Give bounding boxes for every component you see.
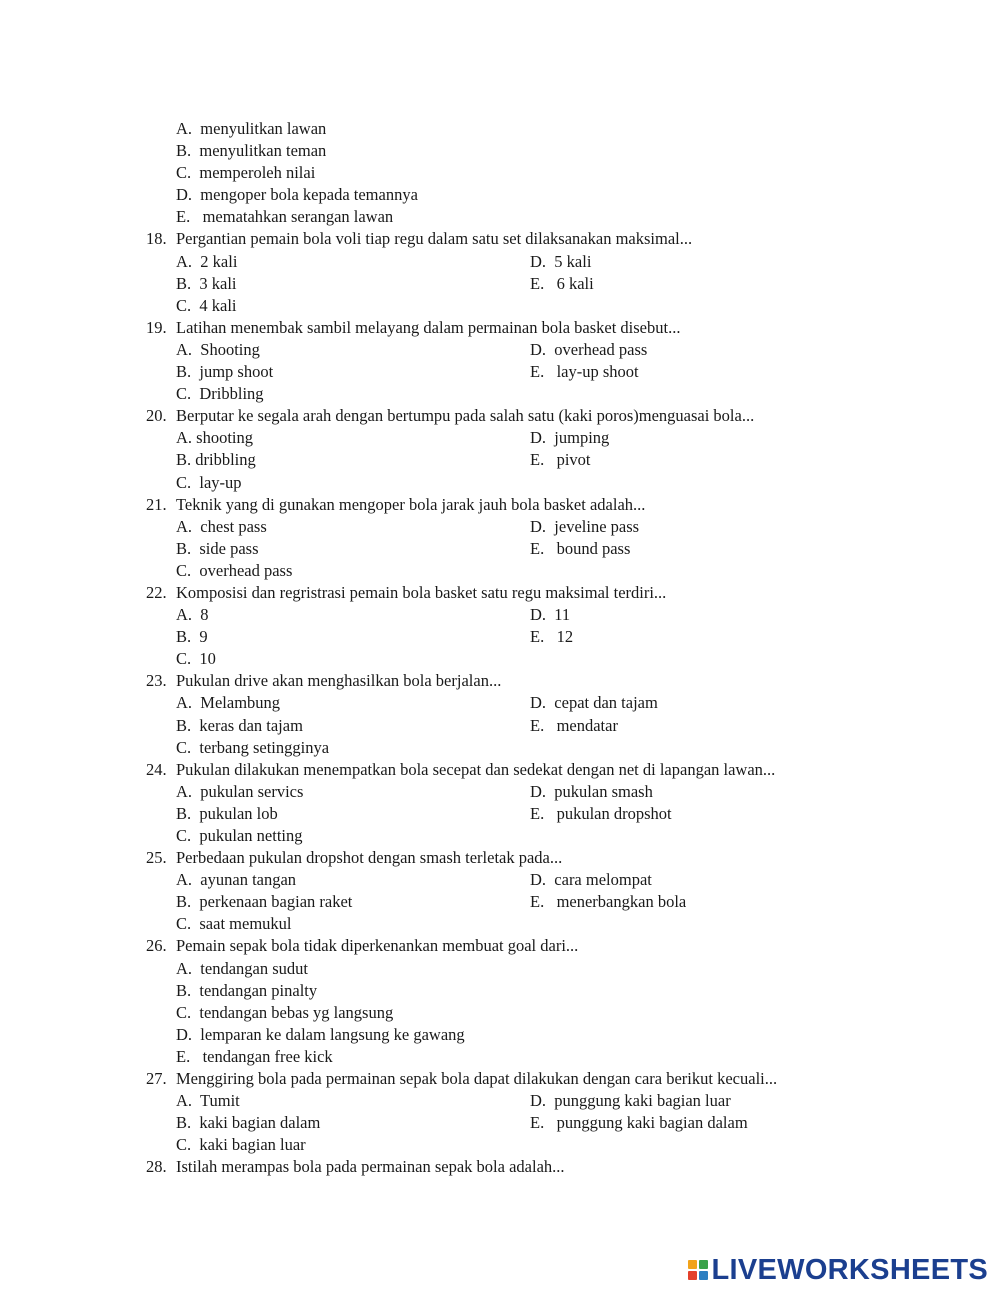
answer-option: B. pukulan lob xyxy=(176,803,278,823)
answer-row xyxy=(0,560,1000,582)
answer-option: B. jump shoot xyxy=(176,362,274,382)
answer-option: E. pivot xyxy=(530,450,591,470)
answer-row xyxy=(0,339,1000,361)
liveworksheets-logo-icon xyxy=(688,1260,708,1280)
answer-row xyxy=(0,958,1000,980)
answer-row xyxy=(0,118,1000,140)
question-text: Latihan menembak sambil melayang dalam permainan bola basket disebut... xyxy=(176,317,681,337)
answer-row xyxy=(0,1112,1000,1134)
answer-row xyxy=(0,604,1000,626)
answer-option: D. punggung kaki bagian luar xyxy=(530,1091,731,1111)
logo-square xyxy=(688,1260,697,1269)
question xyxy=(0,405,1000,427)
answer-row xyxy=(0,803,1000,825)
answer-option: D. cara melompat xyxy=(530,870,652,890)
answer-option: B. tendangan pinalty xyxy=(176,980,318,1000)
answer-row xyxy=(0,1090,1000,1112)
answer-row xyxy=(0,781,1000,803)
answer-option: E. lay-up shoot xyxy=(530,362,639,382)
question-text: Berputar ke segala arah dengan bertumpu pada salah satu (kaki poros)menguasai bola... xyxy=(176,406,755,426)
answer-option: C. tendangan bebas yg langsung xyxy=(176,1002,394,1022)
answer-row xyxy=(0,251,1000,273)
question-text: Perbedaan pukulan dropshot dengan smash terletak pada... xyxy=(176,848,563,868)
answer-option: B. 9 xyxy=(176,627,208,647)
answer-option: E. mendatar xyxy=(530,715,618,735)
answer-option: C. lay-up xyxy=(176,472,242,492)
answer-option: A. 8 xyxy=(176,605,209,625)
question-number: 19. xyxy=(146,317,167,337)
question-number: 24. xyxy=(146,759,167,779)
answer-row xyxy=(0,1024,1000,1046)
question xyxy=(0,228,1000,250)
question-number: 23. xyxy=(146,671,167,691)
logo-square xyxy=(688,1271,697,1280)
logo-text: LIVEWORKSHEETS xyxy=(711,1253,988,1286)
answer-option: A. Melambung xyxy=(176,693,281,713)
answer-option: C. saat memukul xyxy=(176,914,292,934)
question-text: Teknik yang di gunakan mengoper bola jarak jauh bola basket adalah... xyxy=(176,494,646,514)
answer-option: A. ayunan tangan xyxy=(176,870,297,890)
answer-option: A. chest pass xyxy=(176,516,267,536)
answer-option: C. overhead pass xyxy=(176,560,293,580)
question-number: 28. xyxy=(146,1157,167,1177)
answer-row xyxy=(0,538,1000,560)
answer-option: B. perkenaan bagian raket xyxy=(176,892,353,912)
answer-row xyxy=(0,516,1000,538)
logo-square xyxy=(699,1271,708,1280)
answer-row xyxy=(0,648,1000,670)
answer-option: C. 10 xyxy=(176,649,216,669)
answer-option: A. shooting xyxy=(176,428,254,448)
question xyxy=(0,582,1000,604)
answer-row xyxy=(0,427,1000,449)
answer-option: E. tendangan free kick xyxy=(176,1046,333,1066)
answer-option: D. overhead pass xyxy=(530,339,648,359)
answer-option: E. menerbangkan bola xyxy=(530,892,687,912)
answer-option: C. kaki bagian luar xyxy=(176,1135,306,1155)
logo-square xyxy=(699,1260,708,1269)
answer-row xyxy=(0,162,1000,184)
question xyxy=(0,935,1000,957)
answer-option: E. pukulan dropshot xyxy=(530,803,672,823)
answer-row xyxy=(0,206,1000,228)
liveworksheets-logo xyxy=(688,1253,989,1287)
answer-option: B. keras dan tajam xyxy=(176,715,303,735)
question-text: Komposisi dan regristrasi pemain bola basket satu regu maksimal terdiri... xyxy=(176,582,667,602)
answer-row xyxy=(0,825,1000,847)
worksheet-page xyxy=(0,118,1000,1179)
question-number: 20. xyxy=(146,406,167,426)
answer-row xyxy=(0,361,1000,383)
question-text: Istilah merampas bola pada permainan sepak bola adalah... xyxy=(176,1157,565,1177)
answer-row xyxy=(0,1134,1000,1156)
answer-option: D. 11 xyxy=(530,605,571,625)
question-text: Pergantian pemain bola voli tiap regu dalam satu set dilaksanakan maksimal... xyxy=(176,229,693,249)
answer-option: D. cepat dan tajam xyxy=(530,693,658,713)
answer-row xyxy=(0,869,1000,891)
answer-option: B. menyulitkan teman xyxy=(176,141,327,161)
answer-option: D. jeveline pass xyxy=(530,516,640,536)
answer-option: C. 4 kali xyxy=(176,295,237,315)
answer-row xyxy=(0,383,1000,405)
answer-row xyxy=(0,980,1000,1002)
answer-row xyxy=(0,1046,1000,1068)
answer-option: C. memperoleh nilai xyxy=(176,163,316,183)
answer-row xyxy=(0,184,1000,206)
question xyxy=(0,759,1000,781)
answer-option: B. 3 kali xyxy=(176,273,237,293)
answer-option: E. punggung kaki bagian dalam xyxy=(530,1113,748,1133)
answer-option: D. 5 kali xyxy=(530,251,592,271)
answer-row xyxy=(0,472,1000,494)
answer-option: B. kaki bagian dalam xyxy=(176,1113,321,1133)
question xyxy=(0,1068,1000,1090)
answer-row xyxy=(0,891,1000,913)
question-text: Pukulan dilakukan menempatkan bola secepat dan sedekat dengan net di lapangan lawan... xyxy=(176,759,776,779)
question-number: 27. xyxy=(146,1069,167,1089)
answer-option: C. pukulan netting xyxy=(176,826,303,845)
answer-option: A. Shooting xyxy=(176,339,260,359)
answer-option: C. Dribbling xyxy=(176,384,264,404)
answer-option: D. mengoper bola kepada temannya xyxy=(176,185,418,205)
question xyxy=(0,847,1000,869)
answer-row xyxy=(0,1002,1000,1024)
question-number: 26. xyxy=(146,936,167,956)
answer-row xyxy=(0,715,1000,737)
answer-row xyxy=(0,913,1000,935)
answer-row xyxy=(0,737,1000,759)
question-number: 25. xyxy=(146,848,167,868)
answer-option: E. bound pass xyxy=(530,538,631,558)
answer-row xyxy=(0,295,1000,317)
answer-option: D. jumping xyxy=(530,428,610,448)
answer-option: B. side pass xyxy=(176,538,259,558)
question-text: Pukulan drive akan menghasilkan bola berjalan... xyxy=(176,671,502,691)
answer-option: E. mematahkan serangan lawan xyxy=(176,207,394,227)
answer-option: A. 2 kali xyxy=(176,251,238,271)
question xyxy=(0,670,1000,692)
answer-row xyxy=(0,692,1000,714)
answer-option: A. pukulan servics xyxy=(176,781,304,801)
question-text: Menggiring bola pada permainan sepak bola dapat dilakukan dengan cara berikut kecuali... xyxy=(176,1069,778,1089)
answer-option: A. Tumit xyxy=(176,1091,240,1111)
answer-option: E. 12 xyxy=(530,627,574,647)
answer-row xyxy=(0,449,1000,471)
question-text: Pemain sepak bola tidak diperkenankan membuat goal dari... xyxy=(176,936,579,956)
answer-option: D. pukulan smash xyxy=(530,781,653,801)
answer-row xyxy=(0,140,1000,162)
answer-option: A. menyulitkan lawan xyxy=(176,119,327,138)
question xyxy=(0,1156,1000,1178)
answer-row xyxy=(0,626,1000,648)
answer-row xyxy=(0,273,1000,295)
answer-option: A. tendangan sudut xyxy=(176,958,308,978)
question-number: 21. xyxy=(146,494,167,514)
answer-option: C. terbang setingginya xyxy=(176,737,330,757)
question xyxy=(0,494,1000,516)
question xyxy=(0,317,1000,339)
question-number: 22. xyxy=(146,582,167,602)
answer-option: E. 6 kali xyxy=(530,273,594,293)
answer-option: D. lemparan ke dalam langsung ke gawang xyxy=(176,1024,465,1044)
answer-option: B. dribbling xyxy=(176,450,256,470)
question-number: 18. xyxy=(146,229,167,249)
